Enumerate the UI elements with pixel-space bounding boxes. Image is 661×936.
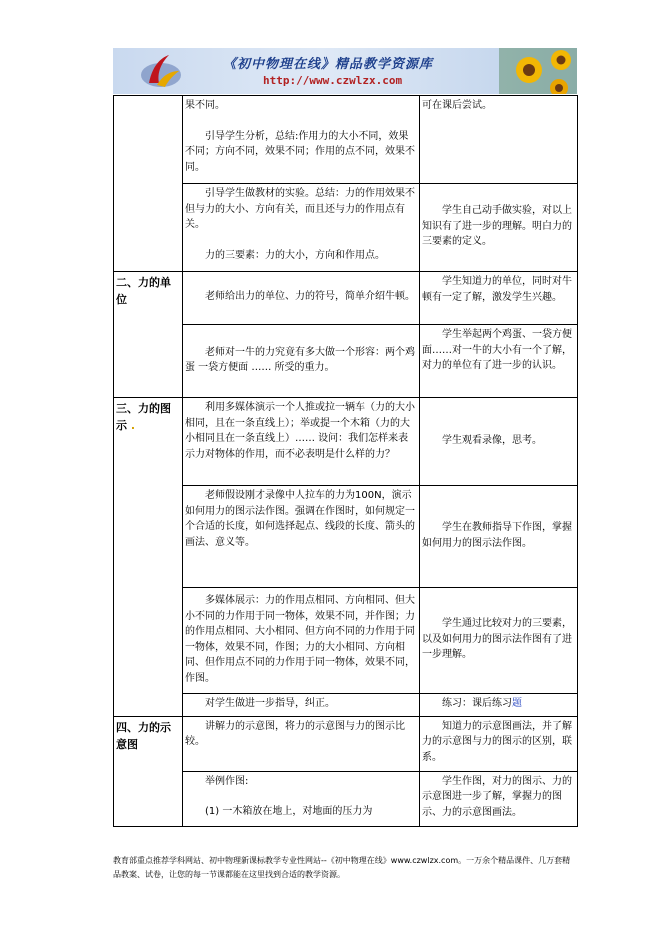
paragraph: 学生作图，对力的图示、力的示意图进一步了解，掌握力的图示、力的示意图画法。 — [422, 775, 572, 818]
student-activity-cell — [420, 588, 578, 694]
student-activity-cell — [420, 771, 578, 826]
paragraph: 学生知道力的单位，同时对牛顿有一定了解，激发学生兴趣。 — [422, 276, 572, 303]
page-footer: 教育部重点推荐学科网站、初中物理新课标教学专业性网站--《初中物理在线》www.czwlzx.com。一万余个精品课件、几万套精品教案、试卷，让您的每一节课都能在这里找到合适的教学资源。 — [113, 856, 571, 879]
paragraph: 学生观看录像，思考。 — [442, 434, 542, 446]
paragraph: 引导学生分析，总结:作用力的大小不同，效果不同；方向不同，效果不同；作用的点不同，效果不同。 — [185, 130, 415, 173]
paragraph: (1) 一木箱放在地上，对地面的压力为 — [205, 806, 373, 817]
paragraph: 果不同。 — [185, 100, 225, 111]
student-activity-cell — [420, 486, 578, 588]
paragraph: 讲解力的示意图，将力的示意图与力的图示比较。 — [185, 720, 405, 747]
paragraph: 力的三要素：力的大小，方向和作用点。 — [205, 249, 385, 261]
table-row — [114, 716, 578, 771]
table-row — [114, 588, 578, 694]
teacher-activity-cell — [183, 716, 420, 771]
dot-mark: . — [127, 419, 136, 432]
teacher-activity-cell — [183, 325, 420, 398]
teacher-activity-cell — [183, 96, 420, 184]
table-row — [114, 771, 578, 826]
sunflower-icon — [499, 48, 577, 94]
student-activity-cell — [420, 184, 578, 272]
paragraph: 对学生做进一步指导，纠正。 — [205, 698, 335, 709]
paragraph: 多媒体展示：力的作用点相同、方向相同、但大小不同的力作用于同一物体，效果不同，并作图；力的作用点相同、大小相同、但方向不同的力作用于同一物体，效果不同，作图；力的大小相同、方向相同、但作用点不同的力作用于同一物体，效果不同，作图。 — [185, 595, 415, 684]
paragraph: 学生在教师指导下作图，掌握如何用力的图示法作图。 — [422, 522, 572, 549]
teacher-activity-cell — [183, 398, 420, 486]
paragraph: 引导学生做教材的实验。总结：力的作用效果不但与力的大小、方向有关，而且还与力的作用点有关。 — [185, 188, 415, 230]
section-title-text: 三、力的图示 — [116, 402, 171, 432]
student-activity-cell — [420, 96, 578, 184]
table-row — [114, 694, 578, 717]
site-logo-icon — [139, 53, 183, 91]
table-row — [114, 486, 578, 588]
paragraph: 老师假设刚才录像中人拉车的力为100N，演示如何用力的图示法作图。强调在作图时，如何规定一个合适的长度，如何选择起点、线段的长度、箭头的画法、意义等。 — [185, 490, 415, 548]
student-activity-cell — [420, 325, 578, 398]
lesson-plan-table — [113, 95, 578, 827]
section-cell-empty — [114, 96, 183, 272]
paragraph: 可在课后尝试。 — [422, 100, 492, 111]
teacher-activity-cell — [183, 694, 420, 717]
paragraph: 学生举起两个鸡蛋、一袋方便面……对一牛的大小有一个了解，对力的单位有了进一步的认识。 — [422, 329, 572, 371]
banner-title: 《初中物理在线》精品教学资源库 — [223, 57, 434, 72]
paragraph: 利用多媒体演示一个人推或拉一辆车（力的大小相同，且在一条直线上）；举或提一个木箱（力的大小相同且在一条直线上）…… 设问：我们怎样来表示力对物体的作用，而不必表明是什么样的力？ — [185, 402, 415, 460]
paragraph: 知道力的示意图画法，并了解力的示意图与力的图示的区别，联系。 — [422, 720, 572, 763]
student-activity-cell — [420, 398, 578, 486]
table-row — [114, 184, 578, 272]
exercise-label: 练习：课后练习 — [442, 698, 512, 709]
paragraph: 举例作图: — [205, 775, 249, 787]
teacher-activity-cell — [183, 184, 420, 272]
banner-url[interactable]: http://www.czwlzx.com — [263, 74, 403, 87]
student-activity-cell — [420, 716, 578, 771]
section-title-diagram — [114, 398, 183, 717]
paragraph: 学生自己动手做实验，对以上知识有了进一步的理解。明白力的三要素的定义。 — [422, 205, 572, 248]
section-title-unit: 二、力的单位 — [114, 272, 183, 398]
student-activity-cell — [420, 694, 578, 717]
paragraph: 学生通过比较对力的三要素，以及如何用力的图示法作图有了进一步理解。 — [422, 618, 572, 661]
teacher-activity-cell — [183, 771, 420, 826]
teacher-activity-cell — [183, 588, 420, 694]
paragraph — [422, 696, 575, 712]
table-row — [114, 398, 578, 486]
student-activity-cell — [420, 272, 578, 325]
teacher-activity-cell — [183, 486, 420, 588]
paragraph: 老师给出力的单位、力的符号，简单介绍牛顿。 — [205, 291, 415, 303]
table-row — [114, 325, 578, 398]
table-row — [114, 96, 578, 184]
section-title-sketch: 四、力的示意图 — [114, 716, 183, 826]
teacher-activity-cell — [183, 272, 420, 325]
header-banner — [113, 48, 577, 94]
paragraph: 老师对一牛的力究竟有多大做一个形容：两个鸡蛋 一袋方便面 …… 所受的重力。 — [185, 346, 415, 373]
table-row — [114, 272, 578, 325]
exercise-link[interactable]: 题 — [512, 698, 522, 709]
